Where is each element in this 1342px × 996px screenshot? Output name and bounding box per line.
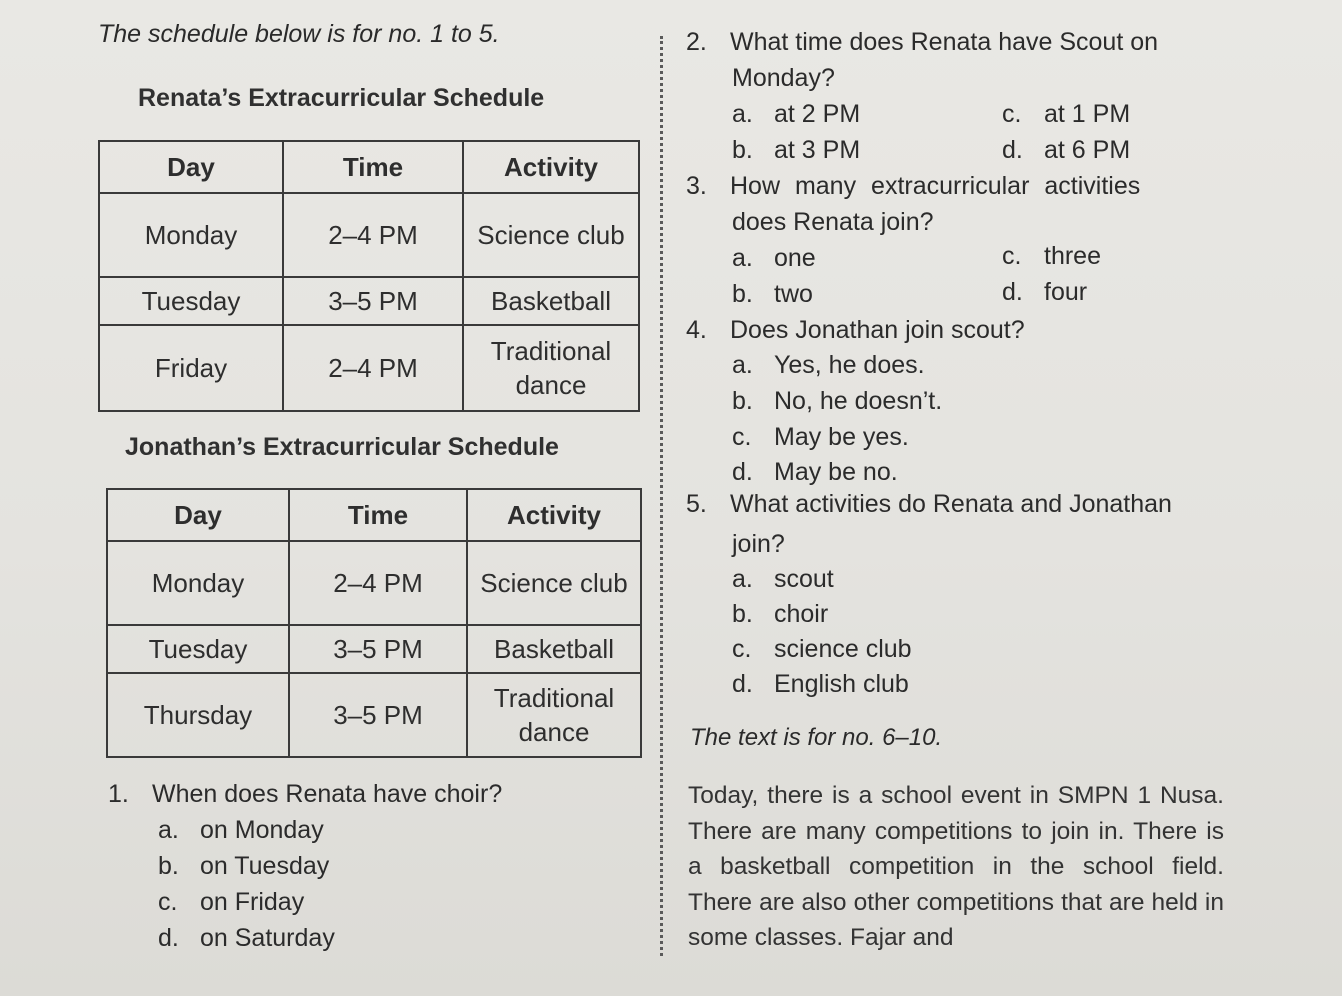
cell-day: Friday: [99, 325, 283, 411]
cell-activity: Traditional dance: [463, 325, 639, 411]
q5-option-b[interactable]: b. choir: [732, 600, 829, 628]
question-number: 4.: [686, 316, 707, 344]
cell-day: Thursday: [107, 673, 289, 757]
q4-option-a[interactable]: a. Yes, he does.: [732, 351, 925, 379]
question-3-continued: does Renata join?: [732, 208, 934, 236]
q5-option-c[interactable]: c. science club: [732, 635, 912, 663]
q1-option-a[interactable]: a. on Monday: [158, 816, 324, 844]
q5-option-a[interactable]: a. scout: [732, 565, 834, 593]
q3-option-d[interactable]: d. four: [1002, 278, 1088, 306]
cell-time: 2–4 PM: [289, 541, 467, 625]
header-time: Time: [283, 141, 463, 193]
q4-option-d[interactable]: d. May be no.: [732, 458, 898, 486]
jonathan-schedule-table: [106, 488, 642, 758]
cell-time: 3–5 PM: [289, 625, 467, 673]
question-text: Does Jonathan join scout?: [730, 316, 1025, 344]
question-text: What activities do Renata and Jonathan: [730, 490, 1172, 518]
question-5: [686, 490, 1172, 519]
table-header-row: [99, 141, 639, 193]
q2-option-c[interactable]: c. at 1 PM: [1002, 100, 1131, 128]
question-number: 5.: [686, 490, 707, 518]
question-2-continued: Monday?: [732, 64, 835, 92]
q3-option-b[interactable]: b. two: [732, 280, 813, 308]
cell-activity: Science club: [467, 541, 641, 625]
q2-option-a[interactable]: a. at 2 PM: [732, 100, 861, 128]
q2-option-d[interactable]: d. at 6 PM: [1002, 136, 1131, 164]
header-day: Day: [107, 489, 289, 541]
cell-time: 3–5 PM: [289, 673, 467, 757]
question-number: 2.: [686, 28, 707, 56]
renata-schedule-title: Renata’s Extracurricular Schedule: [138, 84, 545, 112]
cell-day: Monday: [107, 541, 289, 625]
table-row: [107, 541, 641, 625]
question-4: [686, 316, 1025, 345]
table-row: [107, 673, 641, 757]
cell-activity: Traditional dance: [467, 673, 641, 757]
column-divider: [660, 36, 663, 956]
cell-time: 3–5 PM: [283, 277, 463, 325]
header-time: Time: [289, 489, 467, 541]
table-row: [99, 277, 639, 325]
question-5-continued: join?: [732, 530, 785, 558]
q4-option-b[interactable]: b. No, he doesn’t.: [732, 387, 943, 415]
cell-activity: Basketball: [463, 277, 639, 325]
q2-option-b[interactable]: b. at 3 PM: [732, 136, 861, 164]
q5-option-d[interactable]: d. English club: [732, 670, 909, 698]
schedule-intro: The schedule below is for no. 1 to 5.: [98, 20, 500, 48]
table-row: [107, 625, 641, 673]
table-header-row: [107, 489, 641, 541]
passage-text: Today, there is a school event in SMPN 1 Nusa. There are many competitions to join in. There is a basketball competition in the school field. There are also other competitions that are held in some classes. Fajar and: [688, 782, 1224, 951]
question-1: [108, 780, 502, 809]
question-number: 3.: [686, 172, 707, 200]
header-day: Day: [99, 141, 283, 193]
q3-option-a[interactable]: a. one: [732, 244, 816, 272]
table-row: [99, 325, 639, 411]
header-activity: Activity: [467, 489, 641, 541]
question-number: 1.: [108, 780, 129, 808]
q3-option-c[interactable]: c. three: [1002, 242, 1101, 270]
q1-option-c[interactable]: c. on Friday: [158, 888, 305, 916]
question-text: How many extracurricular activities: [730, 172, 1141, 200]
cell-activity: Science club: [463, 193, 639, 277]
jonathan-schedule-title: Jonathan’s Extracurricular Schedule: [125, 433, 559, 461]
question-2: [686, 28, 1158, 57]
cell-day: Tuesday: [107, 625, 289, 673]
cell-day: Tuesday: [99, 277, 283, 325]
renata-schedule-table: [98, 140, 640, 412]
q1-option-d[interactable]: d. on Saturday: [158, 924, 335, 952]
passage-heading: The text is for no. 6–10.: [690, 724, 943, 751]
cell-day: Monday: [99, 193, 283, 277]
cell-time: 2–4 PM: [283, 325, 463, 411]
q1-option-b[interactable]: b. on Tuesday: [158, 852, 330, 880]
question-text: When does Renata have choir?: [152, 780, 503, 808]
question-3: [686, 172, 1210, 201]
q4-option-c[interactable]: c. May be yes.: [732, 423, 909, 451]
cell-time: 2–4 PM: [283, 193, 463, 277]
table-row: [99, 193, 639, 277]
question-text: What time does Renata have Scout on: [730, 28, 1159, 56]
cell-activity: Basketball: [467, 625, 641, 673]
header-activity: Activity: [463, 141, 639, 193]
